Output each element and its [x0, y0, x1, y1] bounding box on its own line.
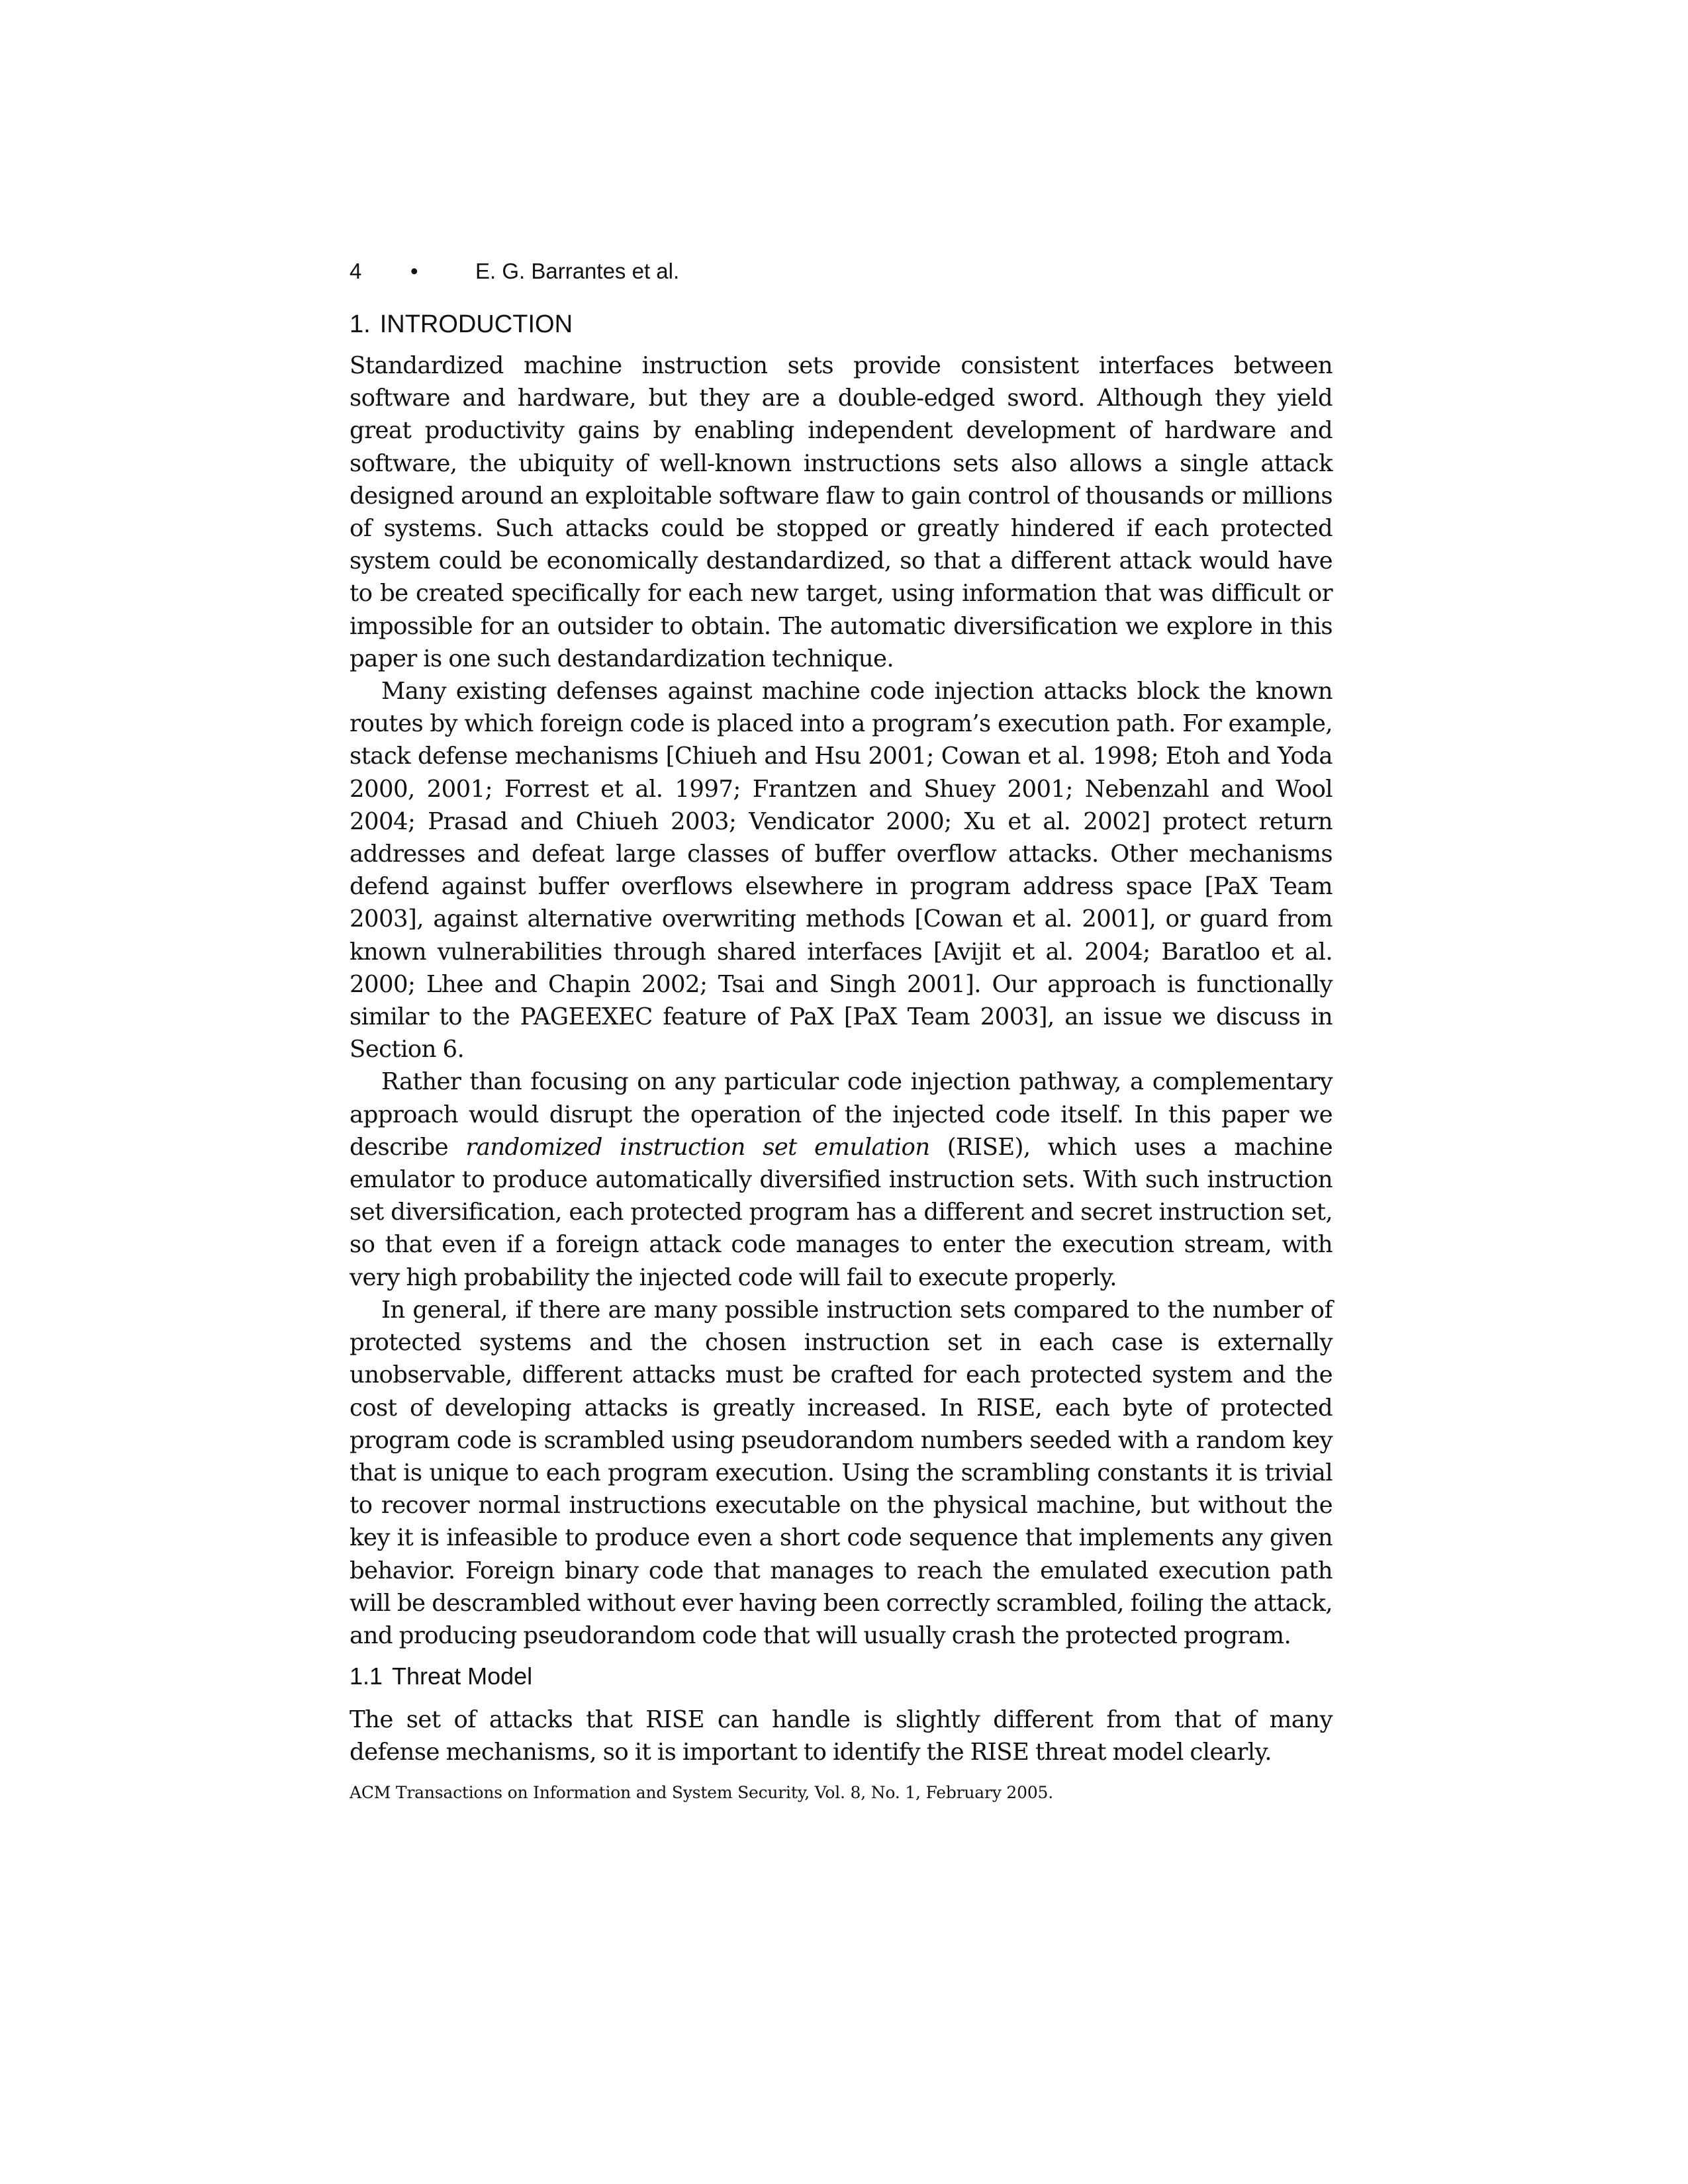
subsection-title: Threat Model — [392, 1662, 533, 1690]
paragraph-2: Many existing defenses against machine code injection attacks block the known routes by which foreign code is placed into a program’s execution path. For example, stack defense mechanisms [Chiueh and Hsu 2001; Cowan et al. 1998; Etoh and Yoda 2000, 2001; Forrest et al. 1997; Frantzen and Shuey 2001; Nebenzahl and Wool 2004; Prasad and Chiueh 2003; Vendicator 2000; Xu et al. 2002] protect return addresses and defeat large classes of buffer overflow attacks. Other mechanisms defend against buffer overflows elsewhere in program address space [PaX Team 2003], against alternative overwriting methods [Cowan et al. 2001], or guard from known vulnerabilities through shared interfaces [Avijit et al. 2004; Baratloo et al. 2000; Lhee and Chapin 2002; Tsai and Singh 2001]. Our approach is functionally similar to the PAGEEXEC feature of PaX [PaX Team 2003], an issue we discuss in Section 6. — [350, 678, 1333, 1064]
paragraph-3-emphasis: randomized instruction set emulation — [465, 1133, 930, 1161]
paragraph-4: In general, if there are many possible instruction sets compared to the number of protected systems and the chosen instruction set in each case is externally unobservable, different attacks must be crafted for each protected system and the cost of developing attacks is greatly increased. In RISE, each byte of protected program code is scrambled using pseudorandom numbers seeded with a random key that is unique to each program execution. Using the scrambling constants it is trivial to recover normal instructions executable on the physical machine, but without the key it is infeasible to produce even a short code sequence that implements any given behavior. Foreign binary code that manages to reach the emulated execution path will be descrambled without ever having been correctly scrambled, foiling the attack, and producing pseudorandom code that will usually crash the protected program. — [350, 1296, 1333, 1649]
section-heading — [350, 308, 1333, 340]
subsection-paragraph: The set of attacks that RISE can handle is slightly different from that of many defense mechanisms, so it is important to identify the RISE threat model clearly. — [350, 1706, 1333, 1766]
section-number: 1. — [350, 310, 371, 338]
section-title: INTRODUCTION — [379, 310, 573, 338]
header-separator: • — [410, 259, 418, 283]
running-head — [350, 258, 1333, 285]
page-number: 4 — [350, 259, 362, 283]
paragraph-3 — [350, 1066, 1333, 1293]
subsection-number: 1.1 — [350, 1662, 383, 1690]
paragraph-3-after: (RISE), which uses a machine emulator to produce automatically diversified instruction sets. With such instruction set diversification, each protected program has a different and secret instruction set, so that even if a foreign attack code manages to enter the execution stream, with very high probability the injected code will fail to execute properly. — [350, 1133, 1333, 1291]
subsection-heading — [350, 1661, 1333, 1692]
paragraph-1: Standardized machine instruction sets provide consistent interfaces between software and hardware, but they are a double-edged sword. Although they yield great productivity gains by enabling independent development of hardware and software, the ubiquity of well-known instructions sets also allows a single attack designed around an exploitable software flaw to gain control of thousands or millions of systems. Such attacks could be stopped or greatly hindered if each protected system could be economically destandardized, so that a different attack would have to be created specifically for each new target, using information that was difficult or impossible for an outsider to obtain. The automatic diversification we explore in this paper is one such destandardization technique. — [350, 352, 1333, 672]
paragraph-3-before: Rather than focusing on any particular code injection pathway, a complementary approach would disrupt the operation of the injected code itself. In this paper we describe — [350, 1068, 1333, 1161]
journal-footer: ACM Transactions on Information and System Security, Vol. 8, No. 1, February 2005. — [350, 1782, 1053, 1802]
author-list: E. G. Barrantes et al. — [475, 259, 680, 283]
paper-page — [350, 258, 1333, 1803]
